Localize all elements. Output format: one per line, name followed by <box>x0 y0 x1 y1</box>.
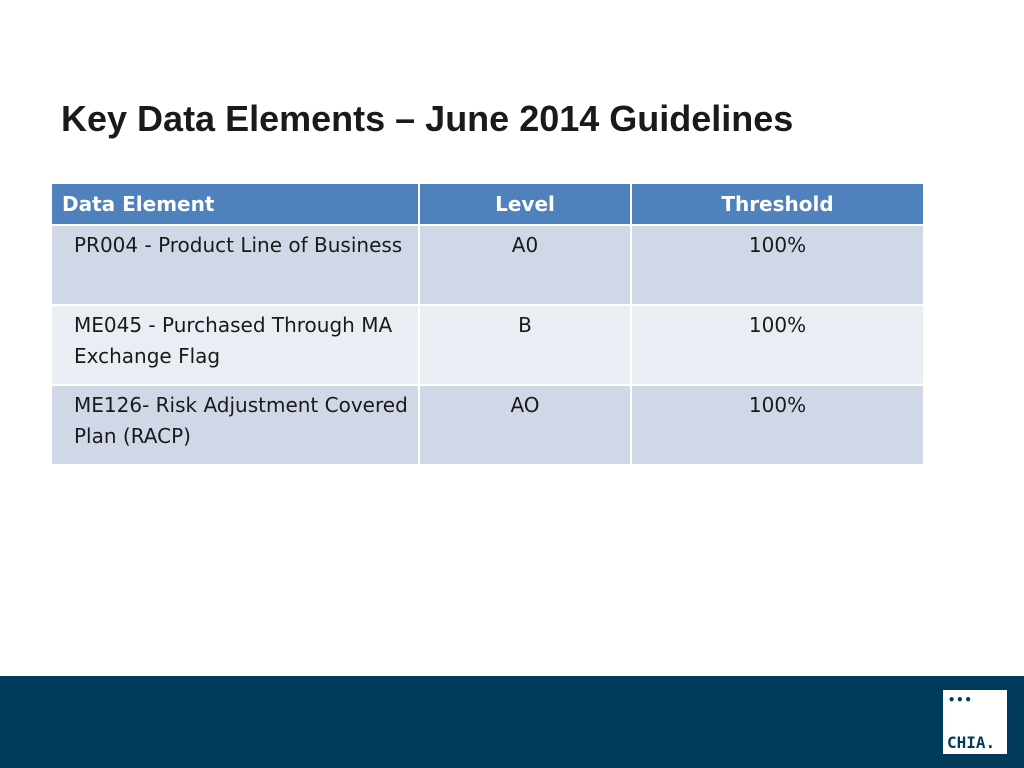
column-header-threshold: Threshold <box>631 184 924 225</box>
table-row <box>51 385 924 465</box>
table-row <box>51 225 924 305</box>
logo-text: CHIA. <box>947 733 996 752</box>
logo-dots-icon: ••• <box>948 693 973 707</box>
column-header-data-element: Data Element <box>51 184 419 225</box>
level-cell: AO <box>419 385 631 465</box>
page-title: Key Data Elements – June 2014 Guidelines <box>61 98 794 139</box>
threshold-cell: 100% <box>631 225 924 305</box>
threshold-cell: 100% <box>631 385 924 465</box>
threshold-cell: 100% <box>631 305 924 385</box>
data-element-cell: PR004 - Product Line of Business <box>51 225 419 305</box>
level-cell: A0 <box>419 225 631 305</box>
column-header-level: Level <box>419 184 631 225</box>
data-element-cell: ME045 - Purchased Through MA Exchange Flag <box>51 305 419 385</box>
footer-bar <box>0 676 1024 768</box>
data-element-cell: ME126- Risk Adjustment Covered Plan (RACP) <box>51 385 419 465</box>
data-elements-table <box>50 184 925 466</box>
chia-logo <box>943 690 1007 754</box>
level-cell: B <box>419 305 631 385</box>
table-row <box>51 305 924 385</box>
table-header-row <box>51 184 924 225</box>
